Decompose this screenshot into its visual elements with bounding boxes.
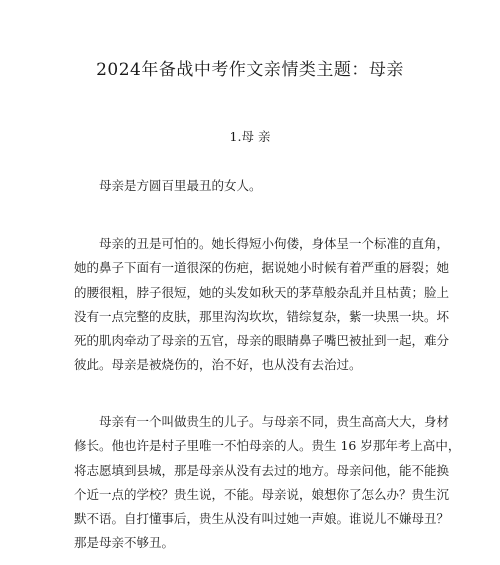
paragraph-line: 修长。他也许是村子里唯一不怕母亲的人。贵生 16 岁那年考上高中， <box>74 438 461 454</box>
document-title: 2024年备战中考作文亲情类主题：母亲 <box>96 60 404 80</box>
paragraph-line: 没有一点完整的皮肤，那里沟沟坎坎，错综复杂，紫一块黑一块。坏 <box>74 308 450 324</box>
paragraph-line: 母亲有一个叫做贵生的儿子。与母亲不同，贵生高高大大，身材 <box>74 414 450 429</box>
paragraph-line: 的腰很粗，脖子很短，她的头发如秋天的茅草般杂乱并且枯黄；脸上 <box>74 284 450 300</box>
paragraph-line: 母亲的丑是可怕的。她长得短小佝偻，身体呈一个标准的直角， <box>74 236 450 251</box>
paragraph-line: 将志愿填到县城，那是母亲从没有去过的地方。母亲问他，能不能换 <box>74 462 450 478</box>
paragraph-1 <box>74 174 434 198</box>
paragraph-line: 彼此。母亲是被烧伤的，治不好，也从没有去治过。 <box>74 357 362 373</box>
section-heading: 1.母 亲 <box>229 129 271 144</box>
paragraph-3 <box>74 410 461 556</box>
paragraph-line: 个近一点的学校？贵生说，不能。母亲说，娘想你了怎么办？贵生沉 <box>74 486 450 502</box>
paragraph-line: 母亲是方圆百里最丑的女人。 <box>74 178 262 193</box>
paragraph-2 <box>74 232 450 378</box>
paragraph-line: 她的鼻子下面有一道很深的伤疤，据说她小时候有着严重的唇裂；她 <box>74 260 450 276</box>
paragraph-line: 那是母亲不够丑。 <box>74 535 175 551</box>
paragraph-line: 默不语。自打懂事后，贵生从没有叫过她一声娘。谁说儿不嫌母丑？ <box>74 511 450 527</box>
paragraph-line: 死的肌肉牵动了母亲的五官，母亲的眼睛鼻子嘴巴被扯到一起，难分 <box>74 333 450 349</box>
